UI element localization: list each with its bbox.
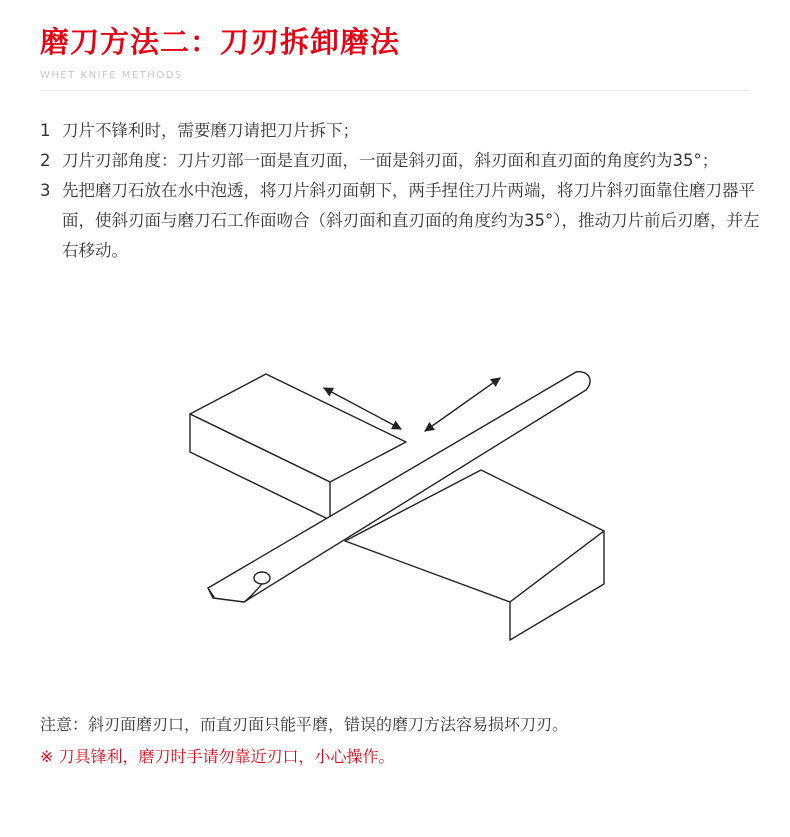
step-item (40, 176, 760, 266)
step-number: 1 (40, 121, 51, 140)
sharpening-illustration (180, 360, 610, 650)
step-number: 2 (40, 151, 51, 170)
steps-list (40, 116, 760, 266)
step-item (40, 116, 760, 146)
page-subtitle: WHET KNIFE METHODS (40, 70, 183, 81)
step-item (40, 146, 760, 176)
page-title: 磨刀方法二：刀刃拆卸磨法 (40, 25, 401, 59)
step-text: 先把磨刀石放在水中泡透，将刀片斜刃面朝下，两手捏住刀片两端，将刀片斜刃面靠住磨刀器平面，使斜刃面与磨刀石工作面吻合（斜刃面和直刃面的角度约为35°），推动刀片前后刃磨，并左右移动。 (62, 181, 760, 260)
step-number: 3 (40, 181, 51, 200)
step-text: 刀片不锋利时，需要磨刀请把刀片拆下； (62, 121, 359, 140)
note-text: 注意：斜刃面磨刃口，而直刃面只能平磨，错误的磨刀方法容易损坏刀刃。 (40, 715, 569, 734)
step-text: 刀片刃部角度：刀片刃部一面是直刃面，一面是斜刃面，斜刃面和直刃面的角度约为35°； (62, 151, 719, 170)
warning-text: ※ 刀具锋利，磨刀时手请勿靠近刃口，小心操作。 (40, 747, 395, 766)
divider (40, 90, 750, 91)
